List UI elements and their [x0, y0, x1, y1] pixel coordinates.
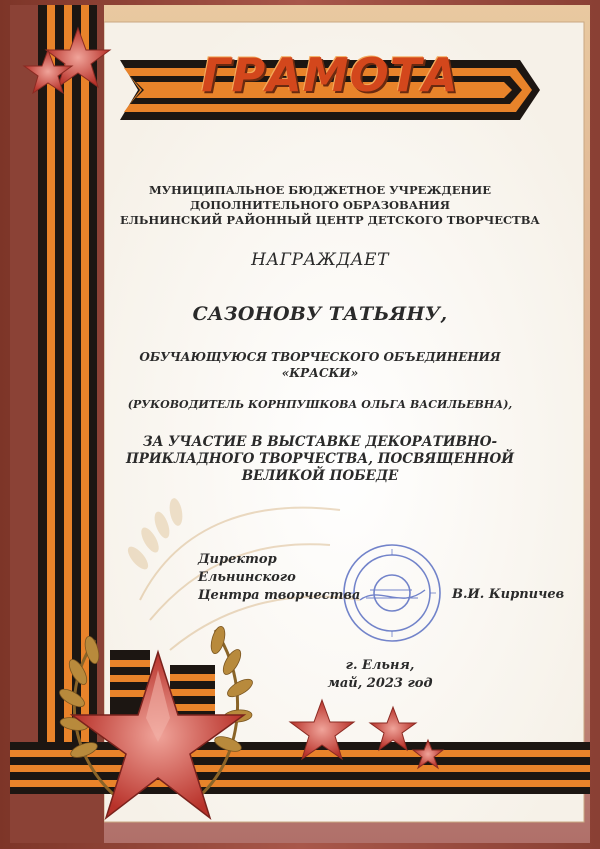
ribbon-stripes-bottom [10, 742, 590, 794]
signatory-title [198, 551, 360, 605]
reason-line-2: ПРИКЛАДНОГО ТВОРЧЕСТВА, ПОСВЯЩЕННОЙ [125, 451, 515, 467]
city: г. Ельня, [345, 658, 415, 673]
pupil-line-2: «КРАСКИ» [281, 366, 359, 380]
reason-line-3: ВЕЛИКОЙ ПОБЕДЕ [241, 468, 399, 484]
issuing-organization [120, 183, 540, 228]
org-line-2: ДОПОЛНИТЕЛЬНОГО ОБРАЗОВАНИЯ [190, 198, 450, 212]
recipient-description [120, 349, 520, 381]
leader-line: (РУКОВОДИТЕЛЬ КОРНПУШКОВА ОЛЬГА ВАСИЛЬЕВНА), [127, 398, 513, 411]
signatory-line-2: Ельнинского [198, 570, 296, 585]
org-line-1: МУНИЦИПАЛЬНОЕ БЮДЖЕТНОЕ УЧРЕЖДЕНИЕ [148, 183, 492, 197]
reason-line-1: ЗА УЧАСТИЕ В ВЫСТАВКЕ ДЕКОРАТИВНО- [142, 434, 498, 450]
date: май, 2023 год [327, 676, 433, 691]
signatory-line-3: Центра творчества [198, 588, 361, 603]
signatory-line-1: Директор [198, 552, 277, 567]
place-and-date [300, 657, 460, 693]
recipient-name: САЗОНОВУ ТАТЬЯНУ, [192, 303, 448, 325]
signatory-name: В.И. Кирпичев [452, 587, 565, 602]
certificate-title: ГРАМОТА [201, 48, 459, 102]
award-reason [120, 434, 520, 485]
award-verb: НАГРАЖДАЕТ [251, 250, 389, 270]
pupil-line-1: ОБУЧАЮЩУЮСЯ ТВОРЧЕСКОГО ОБЪЕДИНЕНИЯ [139, 350, 501, 364]
org-line-3: ЕЛЬНИНСКИЙ РАЙОННЫЙ ЦЕНТР ДЕТСКОГО ТВОРЧЕСТВА [120, 213, 540, 227]
